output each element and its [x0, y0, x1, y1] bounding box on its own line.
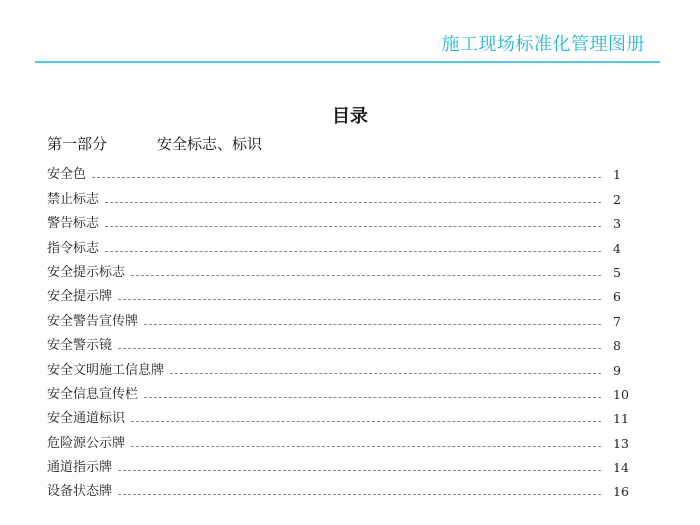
part-heading	[47, 133, 262, 154]
toc-entry-label: 禁止标志	[47, 191, 100, 207]
dot-leader	[170, 373, 601, 374]
dot-leader	[105, 226, 601, 227]
toc-entry[interactable]	[47, 426, 627, 450]
toc-entry-page: 8	[613, 338, 621, 354]
page-header-title: 施工现场标准化管理图册	[441, 34, 645, 55]
toc-entry-page: 3	[613, 216, 621, 232]
dot-leader	[131, 421, 601, 422]
toc-entry-page: 6	[613, 289, 621, 305]
dot-leader	[144, 397, 601, 398]
toc-entry[interactable]	[47, 451, 627, 475]
toc-list	[47, 158, 627, 499]
toc-entry-label: 安全提示牌	[47, 289, 113, 305]
toc-entry-label: 安全提示标志	[47, 264, 126, 280]
toc-heading: 目录	[332, 106, 368, 127]
toc-entry[interactable]	[47, 207, 627, 231]
toc-entry[interactable]	[47, 280, 627, 304]
toc-entry-label: 安全警示镜	[47, 338, 113, 354]
part-number: 第一部分	[47, 135, 108, 153]
dot-leader	[118, 470, 601, 471]
toc-entry-label: 安全文明施工信息牌	[47, 362, 165, 378]
dot-leader	[131, 275, 601, 276]
toc-entry-page: 10	[613, 386, 629, 402]
toc-entry-label: 通道指示牌	[47, 460, 113, 476]
toc-entry[interactable]	[47, 402, 627, 426]
toc-entry[interactable]	[47, 304, 627, 328]
toc-entry-page: 1	[613, 167, 621, 183]
toc-entry-label: 安全色	[47, 167, 87, 183]
toc-entry[interactable]	[47, 182, 627, 206]
dot-leader	[105, 251, 601, 252]
toc-entry-page: 14	[613, 460, 629, 476]
toc-entry-page: 9	[613, 362, 621, 378]
toc-entry-page: 13	[613, 435, 629, 451]
toc-entry-page: 5	[613, 264, 621, 280]
toc-entry[interactable]	[47, 378, 627, 402]
dot-leader	[92, 177, 601, 178]
dot-leader	[144, 324, 601, 325]
dot-leader	[118, 299, 601, 300]
toc-entry-label: 警告标志	[47, 216, 100, 232]
dot-leader	[105, 202, 601, 203]
toc-entry-label: 安全警告宣传牌	[47, 313, 139, 329]
toc-entry-label: 设备状态牌	[47, 484, 113, 500]
dot-leader	[131, 446, 601, 447]
toc-entry[interactable]	[47, 231, 627, 255]
toc-entry-label: 指令标志	[47, 240, 100, 256]
toc-entry-page: 4	[613, 240, 621, 256]
dot-leader	[118, 348, 601, 349]
toc-entry-label: 危险源公示牌	[47, 435, 126, 451]
dot-leader	[118, 494, 601, 495]
toc-entry-page: 2	[613, 191, 621, 207]
toc-entry-label: 安全信息宣传栏	[47, 386, 139, 402]
part-title: 安全标志、标识	[157, 135, 263, 153]
header-divider	[35, 61, 660, 63]
toc-entry[interactable]	[47, 329, 627, 353]
toc-entry-page: 16	[613, 484, 629, 500]
toc-entry[interactable]	[47, 475, 627, 499]
toc-entry-page: 11	[613, 411, 629, 427]
toc-entry-page: 7	[613, 313, 621, 329]
toc-entry[interactable]	[47, 158, 627, 182]
toc-entry-label: 安全通道标识	[47, 411, 126, 427]
toc-entry[interactable]	[47, 256, 627, 280]
toc-entry[interactable]	[47, 353, 627, 377]
